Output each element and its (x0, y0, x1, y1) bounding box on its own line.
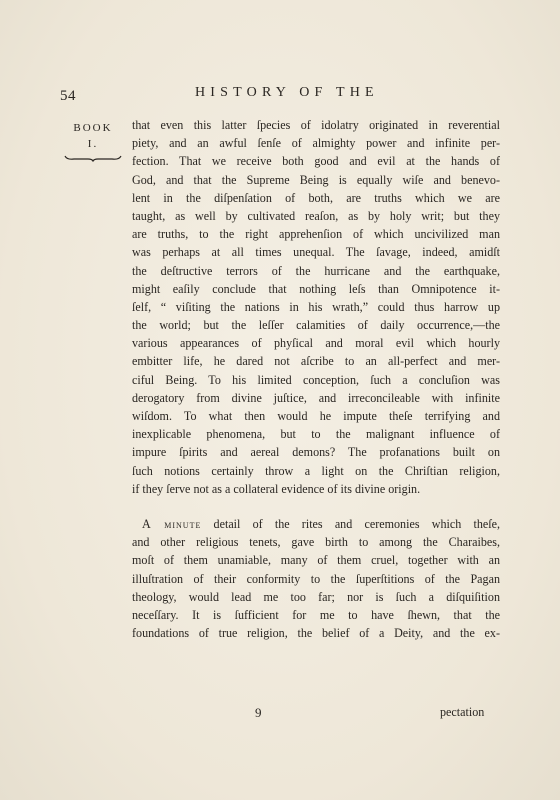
page-number: 54 (60, 88, 76, 104)
running-head: HISTORY OF THE (195, 85, 379, 100)
text-line: are truths, to the right apprehenſion of which uncivilized man (132, 227, 500, 242)
body-text (132, 116, 500, 642)
text-line: and other religious tenets, gave birth to among the Charaibes, (132, 535, 500, 550)
catchword: pectation (440, 705, 485, 719)
margin-book-number: I. (87, 138, 99, 150)
paragraph-1 (132, 116, 500, 498)
paragraph-gap (132, 498, 500, 515)
paragraph-2 (132, 515, 500, 642)
text-line: various appearances of phyſical and moral evil which hourly (132, 336, 500, 351)
text-line: was perhaps at all times unequal. The ſavage, indeed, amidſt (132, 245, 500, 260)
text-line: if they ſerve not as a collateral evidence of its divine origin. (132, 481, 421, 496)
text-line: piety, and an awful ſenſe of almighty power and infinite per- (132, 136, 500, 151)
text-line: ſelf, “ viſiting the nations in his wrath,” could thus harrow up (132, 299, 500, 314)
text-line: that even this latter ſpecies of idolatry originated in reverential (132, 118, 500, 132)
text-line: wiſdom. To what then would he impute theſe terrifying and (132, 409, 500, 423)
text-line: the deſtructive terrors of the hurricane and the earthquake, (132, 263, 500, 278)
text-line: God, and that the Supreme Being is equally wiſe and benevo- (132, 172, 500, 187)
margin-brace-icon (64, 154, 122, 162)
text-line: moſt of them unamiable, many of them cruel, together with an (132, 553, 500, 568)
text-line: inexplicable phenomena, but to the malignant influence of (132, 427, 500, 442)
margin-book-label: BOOK (73, 122, 113, 134)
text-line: might eaſily conclude that nothing leſs than Omnipotence it- (132, 281, 500, 296)
text-line: neceſſary. It is ſufficient for me to have ſhewn, that the (132, 607, 500, 622)
text-line: embitter life, he dared not aſcribe to an all-perfect and mer- (132, 354, 500, 369)
text-line: taught, as well by cultivated reaſon, as by holy writ; but they (132, 208, 500, 223)
text-line: foundations of true religion, the belief of a Deity, and the ex- (132, 626, 500, 641)
text-line: illuſtration of their conformity to the ſuperſtitions of the Pagan (132, 571, 500, 586)
text-line: ſuch notions certainly throw a light on the Chriſtian religion, (132, 463, 500, 478)
text-line: ciful Being. To his limited conception, ſuch a concluſion was (132, 372, 500, 387)
margin-note (62, 120, 124, 162)
text-line: fection. That we receive both good and evil at the hands of (132, 154, 500, 169)
paragraph-lead-rest: detail of the rites and ceremonies which theſe, (201, 516, 500, 531)
text-line: impure ſpirits and aereal demons? The profanations built on (132, 445, 500, 460)
text-line (132, 515, 500, 533)
paragraph-lead-caps: A minute (142, 516, 202, 531)
text-line: the world; but the leſſer calamities of daily occurrence,—the (132, 318, 500, 333)
text-line: theology, would lead me too far; nor is ſuch a diſquiſition (132, 589, 500, 604)
signature-mark: 9 (255, 705, 262, 720)
text-line: derogatory from divine juſtice, and irreconcileable with infinite (132, 390, 500, 405)
text-line: lent in the diſpenſation of both, are truths which we are (132, 190, 500, 205)
